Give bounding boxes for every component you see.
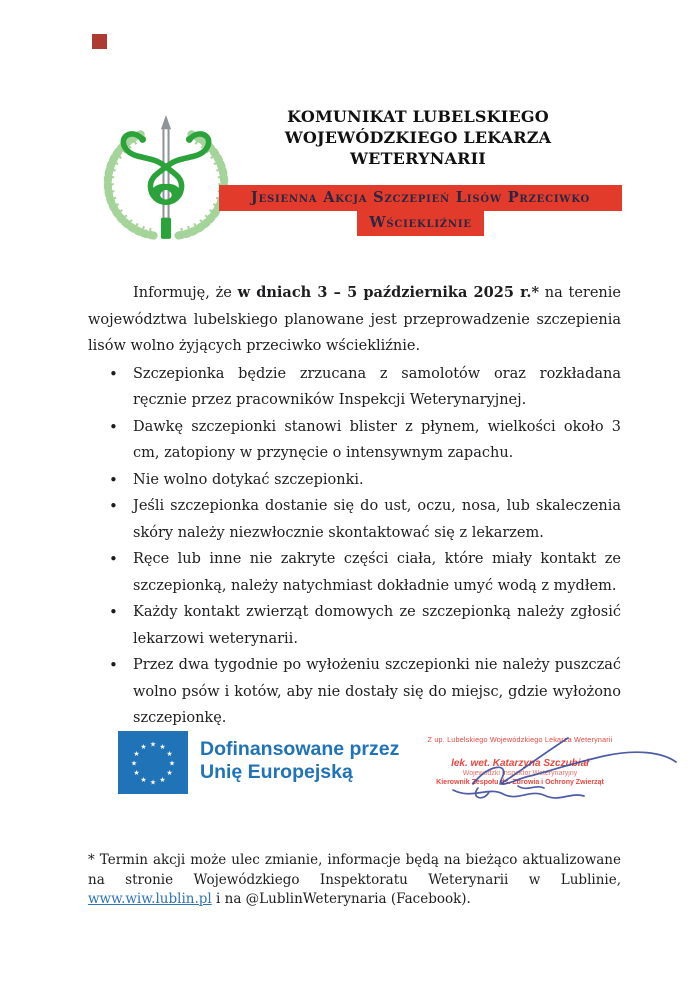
footnote-pre: * Termin akcji może ulec zmianie, informacje będą na bieżąco aktualizowane na stronie Wojewódzkiego Inspektoratu Weterynarii w Lublinie, <box>88 852 621 888</box>
svg-text:★: ★ <box>130 759 138 768</box>
intro-paragraph <box>88 280 621 360</box>
handwritten-signature <box>418 726 680 808</box>
title-line-2: WOJEWÓDZKIEGO LEKARZA WETERYNARII <box>284 128 552 168</box>
wiw-lublin-link[interactable]: www.wiw.lublin.pl <box>88 891 212 907</box>
bullet-text: Ręce lub inne nie zakryte części ciała, które miały kontakt ze szczepionką, należy natychmiast dokładnie umyć wodą z mydłem. <box>133 551 621 594</box>
sword-handle <box>161 218 171 239</box>
svg-text:★: ★ <box>140 776 147 784</box>
bullet-text: Jeśli szczepionka dostanie się do ust, oczu, nosa, lub skaleczenia skóry należy niezwłocznie skontaktować się z lekarzem. <box>133 498 621 541</box>
bullet-text: Przez dwa tygodnie po wyłożeniu szczepionki nie należy puszczać wolno psów i kotów, aby nie dostały się do miejsc, gdzie wyłożono szczepionkę. <box>133 657 621 726</box>
eu-funding-line-1: Dofinansowane przez <box>200 738 400 760</box>
stamp-signer-name: lek. wet. Katarzyna Szczubiał <box>451 758 589 769</box>
veterinary-caduceus-logo <box>100 112 232 244</box>
svg-text:★: ★ <box>159 743 166 751</box>
svg-text:★: ★ <box>159 776 166 784</box>
svg-text:★: ★ <box>149 778 157 787</box>
red-corner-mark <box>92 34 107 49</box>
bullet-item <box>88 467 621 494</box>
snake-left-head <box>139 136 146 143</box>
banner-line-2: Wściekliźnie <box>357 211 484 236</box>
intro-post: na terenie województwa lubelskiego planowane jest przeprowadzenie szczepienia lisów wolno żyjących przeciwko wściekliźnie. <box>88 285 621 354</box>
snake-right-head <box>186 136 193 143</box>
eu-flag-icon <box>118 731 188 794</box>
bullet-text: Każdy kontakt zwierząt domowych ze szczepionką należy zgłosić lekarzowi weterynarii. <box>133 604 621 647</box>
bullet-text: Szczepionka będzie zrzucana z samolotów oraz rozkładana ręcznie przez pracowników Inspekcji Weterynaryjnej. <box>133 365 621 408</box>
bullet-text: Dawkę szczepionki stanowi blister z płynem, wielkości około 3 cm, zatopiony w przynęcie o intensywnym zapachu. <box>133 418 621 461</box>
footnote-post: i na @LublinWeterynaria (Facebook). <box>211 891 471 907</box>
bullet-item <box>88 599 621 652</box>
bullet-item <box>88 414 621 467</box>
campaign-banner <box>219 185 622 237</box>
svg-text:★: ★ <box>168 759 176 768</box>
bullet-text: Nie wolno dotykać szczepionki. <box>133 471 364 488</box>
document-header <box>222 106 614 169</box>
svg-text:★: ★ <box>166 769 173 777</box>
eu-funding-label <box>200 738 399 784</box>
banner-line-2-wrap <box>219 211 622 237</box>
intro-dates-bold: w dniach 3 – 5 października 2025 r.* <box>237 284 540 301</box>
stamp-role-line: Wojewódzki Inspektor Weterynaryjny <box>462 770 578 777</box>
svg-text:★: ★ <box>133 769 140 777</box>
bullet-list <box>88 361 621 732</box>
title-line-1: KOMUNIKAT LUBELSKIEGO <box>287 107 549 126</box>
eu-funding-line-2: Unię Europejską <box>200 761 353 783</box>
svg-text:★: ★ <box>140 743 147 751</box>
bullet-item <box>88 361 621 414</box>
intro-pre: Informuję, że <box>133 285 238 301</box>
footnote <box>88 851 621 910</box>
svg-text:★: ★ <box>149 740 157 749</box>
svg-text:★: ★ <box>133 750 140 758</box>
bullet-item <box>88 652 621 732</box>
stamp-position-line: Kierownik Zespołu ds. Zdrowia i Ochrony Zwierząt <box>436 779 604 786</box>
svg-text:★: ★ <box>166 750 173 758</box>
stamp-authority-line: Z up. Lubelskiego Wojewódzkiego Lekarza Weterynarii <box>427 735 613 744</box>
bullet-item <box>88 546 621 599</box>
body-text <box>88 280 621 732</box>
banner-line-1: Jesienna Akcja Szczepień Lisów Przeciwko <box>219 185 622 211</box>
bullet-item <box>88 493 621 546</box>
